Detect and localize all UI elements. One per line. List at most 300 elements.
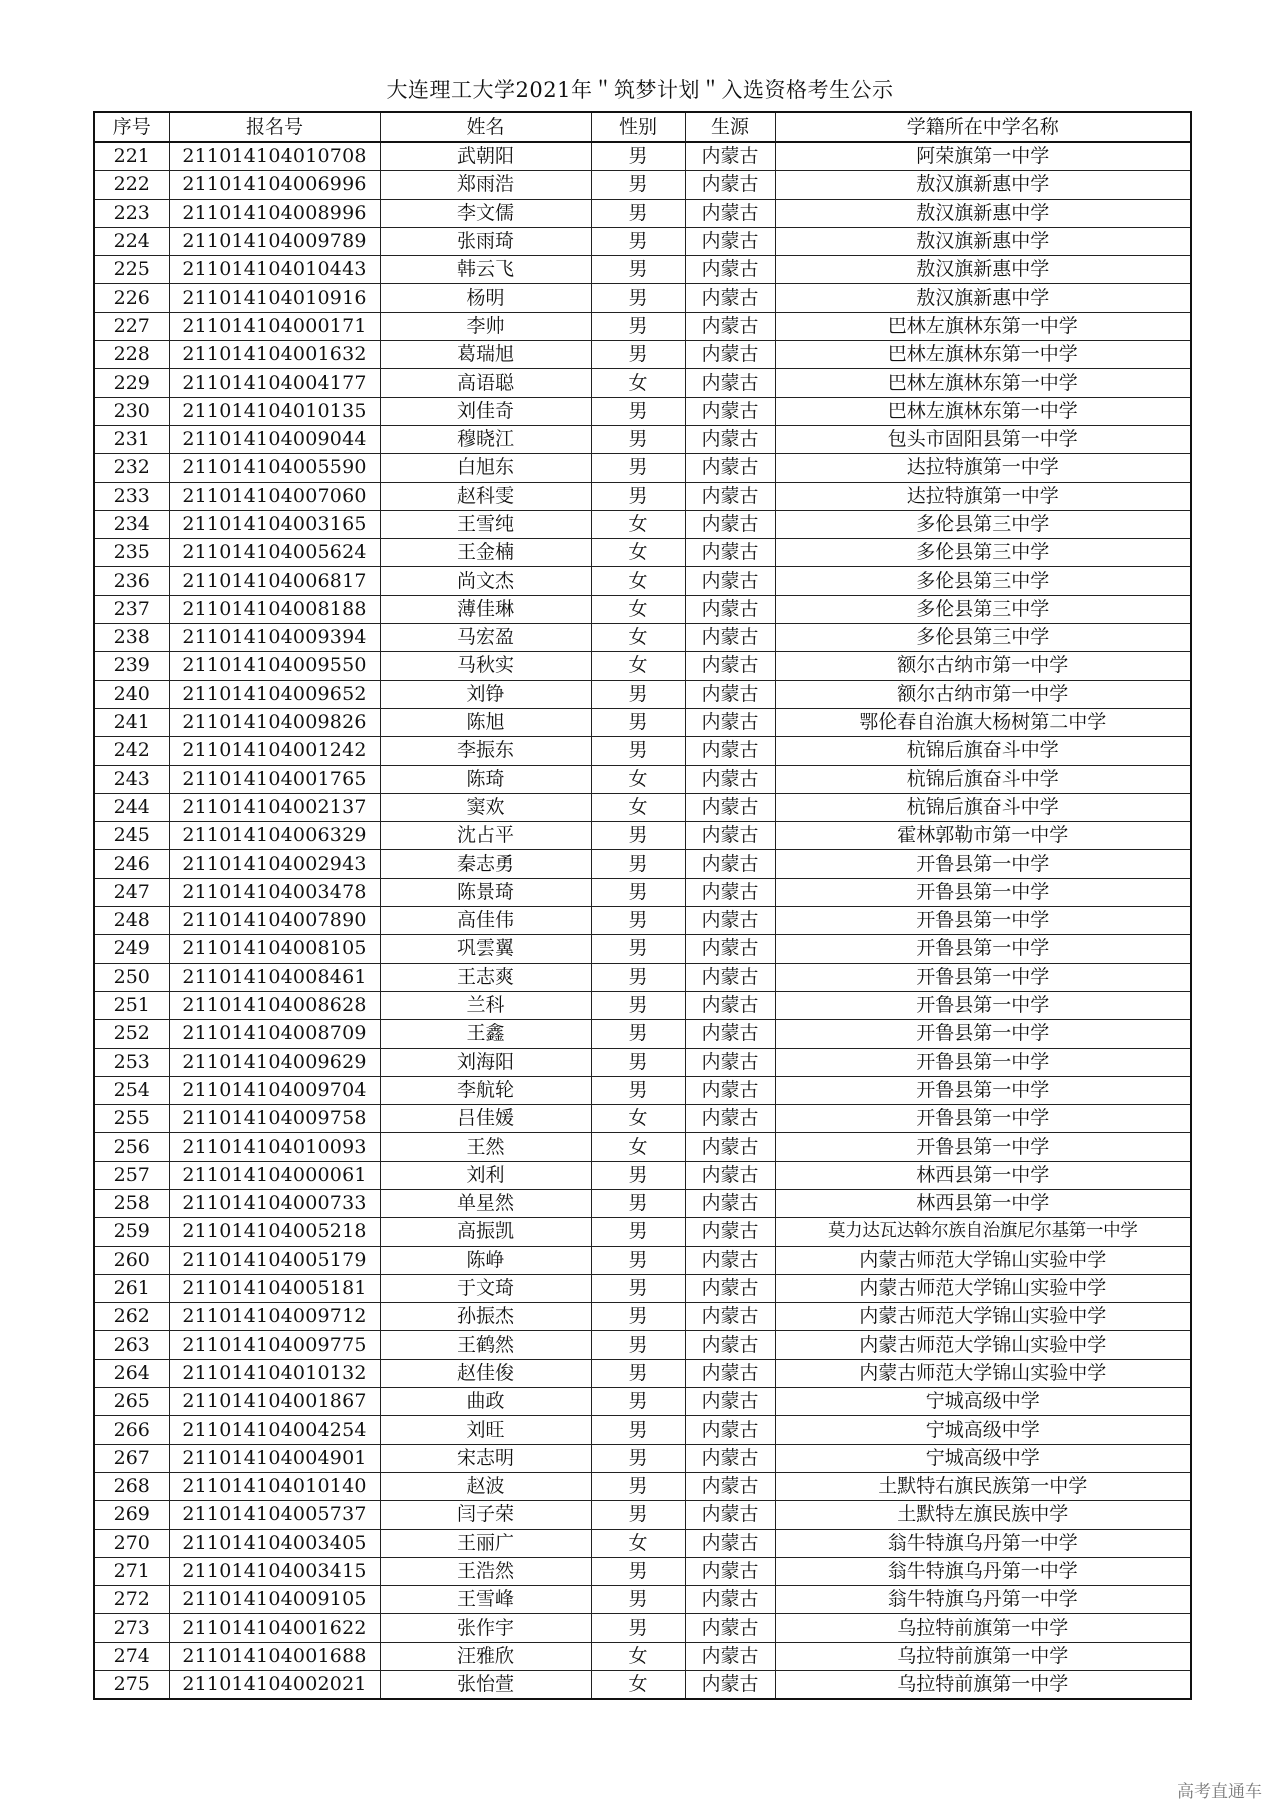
cell-index: 246	[94, 850, 169, 878]
cell-gender: 女	[591, 510, 685, 538]
cell-name: 兰科	[380, 991, 591, 1019]
cell-school: 内蒙古师范大学锦山实验中学	[775, 1331, 1191, 1359]
cell-reg-no: 211014104008188	[169, 595, 380, 623]
cell-origin: 内蒙古	[685, 482, 775, 510]
cell-school: 宁城高级中学	[775, 1416, 1191, 1444]
cell-origin: 内蒙古	[685, 850, 775, 878]
table-row	[94, 963, 1191, 991]
cell-name: 闫子荣	[380, 1501, 591, 1529]
cell-reg-no: 211014104004254	[169, 1416, 380, 1444]
cell-origin: 内蒙古	[685, 907, 775, 935]
cell-origin: 内蒙古	[685, 624, 775, 652]
cell-index: 249	[94, 935, 169, 963]
cell-gender: 男	[591, 1557, 685, 1585]
cell-reg-no: 211014104010140	[169, 1472, 380, 1500]
cell-index: 239	[94, 652, 169, 680]
table-row	[94, 482, 1191, 510]
table-row	[94, 142, 1191, 171]
cell-gender: 男	[591, 256, 685, 284]
cell-reg-no: 211014104009826	[169, 708, 380, 736]
table-row	[94, 1472, 1191, 1500]
cell-school: 敖汉旗新惠中学	[775, 256, 1191, 284]
cell-school: 翁牛特旗乌丹第一中学	[775, 1586, 1191, 1614]
cell-name: 高佳伟	[380, 907, 591, 935]
cell-gender: 男	[591, 1614, 685, 1642]
cell-gender: 男	[591, 1189, 685, 1217]
cell-reg-no: 211014104008628	[169, 991, 380, 1019]
cell-name: 穆晓江	[380, 425, 591, 453]
cell-origin: 内蒙古	[685, 1444, 775, 1472]
cell-index: 268	[94, 1472, 169, 1500]
cell-reg-no: 211014104000171	[169, 312, 380, 340]
cell-gender: 女	[591, 765, 685, 793]
cell-name: 刘利	[380, 1161, 591, 1189]
cell-reg-no: 211014104001867	[169, 1388, 380, 1416]
table-row	[94, 1614, 1191, 1642]
cell-name: 高振凯	[380, 1218, 591, 1246]
cell-gender: 女	[591, 1105, 685, 1133]
cell-index: 261	[94, 1274, 169, 1302]
cell-school: 乌拉特前旗第一中学	[775, 1671, 1191, 1700]
cell-name: 陈旭	[380, 708, 591, 736]
cell-gender: 男	[591, 1274, 685, 1302]
table-row	[94, 1133, 1191, 1161]
cell-reg-no: 211014104009758	[169, 1105, 380, 1133]
cell-name: 王然	[380, 1133, 591, 1161]
cell-reg-no: 211014104004177	[169, 369, 380, 397]
cell-gender: 女	[591, 1529, 685, 1557]
table-row	[94, 793, 1191, 821]
cell-gender: 男	[591, 227, 685, 255]
cell-index: 252	[94, 1020, 169, 1048]
cell-reg-no: 211014104003415	[169, 1557, 380, 1585]
cell-reg-no: 211014104010708	[169, 142, 380, 171]
cell-origin: 内蒙古	[685, 1472, 775, 1500]
cell-gender: 男	[591, 1501, 685, 1529]
cell-index: 223	[94, 199, 169, 227]
cell-origin: 内蒙古	[685, 1501, 775, 1529]
cell-reg-no: 211014104001622	[169, 1614, 380, 1642]
cell-index: 237	[94, 595, 169, 623]
cell-school: 土默特右旗民族第一中学	[775, 1472, 1191, 1500]
cell-index: 248	[94, 907, 169, 935]
cell-index: 240	[94, 680, 169, 708]
cell-school: 额尔古纳市第一中学	[775, 652, 1191, 680]
cell-index: 259	[94, 1218, 169, 1246]
cell-index: 258	[94, 1189, 169, 1217]
cell-origin: 内蒙古	[685, 142, 775, 171]
cell-name: 王雪峰	[380, 1586, 591, 1614]
cell-index: 221	[94, 142, 169, 171]
cell-gender: 女	[591, 369, 685, 397]
table-row	[94, 539, 1191, 567]
cell-origin: 内蒙古	[685, 822, 775, 850]
cell-origin: 内蒙古	[685, 1246, 775, 1274]
cell-reg-no: 211014104002021	[169, 1671, 380, 1700]
table-row	[94, 991, 1191, 1019]
cell-index: 229	[94, 369, 169, 397]
cell-name: 韩云飞	[380, 256, 591, 284]
cell-name: 巩雲翼	[380, 935, 591, 963]
cell-gender: 男	[591, 425, 685, 453]
cell-index: 238	[94, 624, 169, 652]
cell-reg-no: 211014104006996	[169, 171, 380, 199]
cell-origin: 内蒙古	[685, 1331, 775, 1359]
cell-reg-no: 211014104009394	[169, 624, 380, 652]
cell-origin: 内蒙古	[685, 1586, 775, 1614]
cell-gender: 男	[591, 935, 685, 963]
cell-origin: 内蒙古	[685, 1274, 775, 1302]
cell-origin: 内蒙古	[685, 341, 775, 369]
cell-gender: 女	[591, 652, 685, 680]
cell-index: 234	[94, 510, 169, 538]
cell-origin: 内蒙古	[685, 1388, 775, 1416]
cell-school: 达拉特旗第一中学	[775, 454, 1191, 482]
candidate-table	[93, 111, 1192, 1700]
cell-gender: 男	[591, 397, 685, 425]
table-row	[94, 822, 1191, 850]
cell-reg-no: 211014104008709	[169, 1020, 380, 1048]
cell-gender: 女	[591, 539, 685, 567]
table-row	[94, 1642, 1191, 1670]
cell-reg-no: 211014104005179	[169, 1246, 380, 1274]
cell-gender: 男	[591, 1359, 685, 1387]
table-row	[94, 1076, 1191, 1104]
cell-gender: 男	[591, 708, 685, 736]
cell-school: 敖汉旗新惠中学	[775, 284, 1191, 312]
cell-index: 236	[94, 567, 169, 595]
table-row	[94, 907, 1191, 935]
cell-name: 张雨琦	[380, 227, 591, 255]
cell-school: 杭锦后旗奋斗中学	[775, 765, 1191, 793]
cell-reg-no: 211014104005737	[169, 1501, 380, 1529]
cell-reg-no: 211014104000061	[169, 1161, 380, 1189]
cell-name: 马秋实	[380, 652, 591, 680]
cell-name: 王浩然	[380, 1557, 591, 1585]
cell-name: 尚文杰	[380, 567, 591, 595]
cell-origin: 内蒙古	[685, 256, 775, 284]
cell-reg-no: 211014104005218	[169, 1218, 380, 1246]
cell-school: 巴林左旗林东第一中学	[775, 397, 1191, 425]
cell-name: 王鑫	[380, 1020, 591, 1048]
cell-reg-no: 211014104003165	[169, 510, 380, 538]
cell-reg-no: 211014104001765	[169, 765, 380, 793]
table-row	[94, 425, 1191, 453]
table-row	[94, 652, 1191, 680]
cell-origin: 内蒙古	[685, 1105, 775, 1133]
table-row	[94, 1105, 1191, 1133]
cell-origin: 内蒙古	[685, 1557, 775, 1585]
table-row	[94, 256, 1191, 284]
table-row	[94, 1218, 1191, 1246]
cell-school: 开鲁县第一中学	[775, 991, 1191, 1019]
cell-name: 沈占平	[380, 822, 591, 850]
cell-origin: 内蒙古	[685, 963, 775, 991]
cell-name: 孙振杰	[380, 1303, 591, 1331]
cell-school: 开鲁县第一中学	[775, 1020, 1191, 1048]
cell-reg-no: 211014104010132	[169, 1359, 380, 1387]
cell-gender: 女	[591, 1133, 685, 1161]
cell-origin: 内蒙古	[685, 793, 775, 821]
cell-school: 敖汉旗新惠中学	[775, 227, 1191, 255]
cell-name: 汪雅欣	[380, 1642, 591, 1670]
cell-gender: 男	[591, 1586, 685, 1614]
cell-reg-no: 211014104008996	[169, 199, 380, 227]
table-row	[94, 1529, 1191, 1557]
cell-gender: 男	[591, 680, 685, 708]
cell-gender: 男	[591, 199, 685, 227]
cell-name: 于文琦	[380, 1274, 591, 1302]
cell-gender: 男	[591, 878, 685, 906]
cell-reg-no: 211014104000733	[169, 1189, 380, 1217]
column-header-gender: 性别	[591, 112, 685, 142]
cell-index: 264	[94, 1359, 169, 1387]
cell-school: 多伦县第三中学	[775, 567, 1191, 595]
cell-reg-no: 211014104009105	[169, 1586, 380, 1614]
cell-index: 224	[94, 227, 169, 255]
cell-index: 250	[94, 963, 169, 991]
cell-gender: 男	[591, 1472, 685, 1500]
table-row	[94, 1274, 1191, 1302]
cell-reg-no: 211014104009652	[169, 680, 380, 708]
cell-origin: 内蒙古	[685, 397, 775, 425]
cell-name: 武朝阳	[380, 142, 591, 171]
cell-origin: 内蒙古	[685, 199, 775, 227]
cell-reg-no: 211014104005590	[169, 454, 380, 482]
cell-school: 林西县第一中学	[775, 1189, 1191, 1217]
cell-school: 开鲁县第一中学	[775, 1076, 1191, 1104]
column-header-origin: 生源	[685, 112, 775, 142]
cell-gender: 男	[591, 142, 685, 171]
cell-origin: 内蒙古	[685, 1614, 775, 1642]
cell-name: 葛瑞旭	[380, 341, 591, 369]
cell-origin: 内蒙古	[685, 1048, 775, 1076]
cell-origin: 内蒙古	[685, 765, 775, 793]
cell-school: 多伦县第三中学	[775, 510, 1191, 538]
cell-origin: 内蒙古	[685, 652, 775, 680]
cell-name: 李帅	[380, 312, 591, 340]
table-row	[94, 624, 1191, 652]
cell-name: 王丽广	[380, 1529, 591, 1557]
cell-origin: 内蒙古	[685, 680, 775, 708]
cell-index: 267	[94, 1444, 169, 1472]
cell-index: 241	[94, 708, 169, 736]
table-row	[94, 1388, 1191, 1416]
column-header-index: 序号	[94, 112, 169, 142]
cell-index: 272	[94, 1586, 169, 1614]
cell-reg-no: 211014104003405	[169, 1529, 380, 1557]
cell-gender: 男	[591, 1331, 685, 1359]
cell-school: 多伦县第三中学	[775, 624, 1191, 652]
cell-school: 土默特左旗民族中学	[775, 1501, 1191, 1529]
cell-index: 226	[94, 284, 169, 312]
cell-reg-no: 211014104010093	[169, 1133, 380, 1161]
cell-index: 243	[94, 765, 169, 793]
table-row	[94, 850, 1191, 878]
cell-index: 270	[94, 1529, 169, 1557]
cell-reg-no: 211014104009712	[169, 1303, 380, 1331]
cell-reg-no: 211014104006817	[169, 567, 380, 595]
table-row	[94, 1331, 1191, 1359]
cell-school: 翁牛特旗乌丹第一中学	[775, 1529, 1191, 1557]
cell-school: 开鲁县第一中学	[775, 935, 1191, 963]
table-row	[94, 765, 1191, 793]
cell-index: 222	[94, 171, 169, 199]
cell-origin: 内蒙古	[685, 1076, 775, 1104]
cell-gender: 男	[591, 312, 685, 340]
cell-school: 杭锦后旗奋斗中学	[775, 793, 1191, 821]
cell-gender: 男	[591, 737, 685, 765]
table-row	[94, 1303, 1191, 1331]
cell-reg-no: 211014104009044	[169, 425, 380, 453]
cell-gender: 男	[591, 963, 685, 991]
cell-index: 228	[94, 341, 169, 369]
cell-gender: 男	[591, 284, 685, 312]
cell-gender: 女	[591, 624, 685, 652]
cell-gender: 男	[591, 1246, 685, 1274]
column-header-reg-no: 报名号	[169, 112, 380, 142]
table-body	[94, 142, 1191, 1699]
cell-gender: 男	[591, 991, 685, 1019]
cell-name: 郑雨浩	[380, 171, 591, 199]
cell-index: 273	[94, 1614, 169, 1642]
table-row	[94, 567, 1191, 595]
column-header-name: 姓名	[380, 112, 591, 142]
cell-school: 巴林左旗林东第一中学	[775, 369, 1191, 397]
cell-index: 271	[94, 1557, 169, 1585]
cell-origin: 内蒙古	[685, 171, 775, 199]
table-row	[94, 510, 1191, 538]
cell-origin: 内蒙古	[685, 1189, 775, 1217]
cell-index: 247	[94, 878, 169, 906]
cell-gender: 女	[591, 1671, 685, 1700]
cell-name: 赵佳俊	[380, 1359, 591, 1387]
cell-index: 230	[94, 397, 169, 425]
watermark: 高考直通车	[1177, 1782, 1262, 1802]
cell-name: 陈琦	[380, 765, 591, 793]
cell-reg-no: 211014104009629	[169, 1048, 380, 1076]
cell-origin: 内蒙古	[685, 312, 775, 340]
cell-school: 开鲁县第一中学	[775, 1133, 1191, 1161]
cell-origin: 内蒙古	[685, 1529, 775, 1557]
cell-origin: 内蒙古	[685, 567, 775, 595]
cell-reg-no: 211014104008105	[169, 935, 380, 963]
cell-index: 225	[94, 256, 169, 284]
cell-name: 张怡萱	[380, 1671, 591, 1700]
cell-school: 林西县第一中学	[775, 1161, 1191, 1189]
cell-reg-no: 211014104005181	[169, 1274, 380, 1302]
table-row	[94, 227, 1191, 255]
cell-school: 内蒙古师范大学锦山实验中学	[775, 1303, 1191, 1331]
cell-school: 开鲁县第一中学	[775, 878, 1191, 906]
cell-name: 刘旺	[380, 1416, 591, 1444]
cell-origin: 内蒙古	[685, 1161, 775, 1189]
cell-name: 李航轮	[380, 1076, 591, 1104]
cell-gender: 男	[591, 171, 685, 199]
cell-name: 刘佳奇	[380, 397, 591, 425]
cell-reg-no: 211014104008461	[169, 963, 380, 991]
cell-gender: 男	[591, 1020, 685, 1048]
table-row	[94, 454, 1191, 482]
cell-reg-no: 211014104003478	[169, 878, 380, 906]
cell-index: 256	[94, 1133, 169, 1161]
cell-name: 陈景琦	[380, 878, 591, 906]
cell-school: 阿荣旗第一中学	[775, 142, 1191, 171]
cell-origin: 内蒙古	[685, 454, 775, 482]
cell-school: 敖汉旗新惠中学	[775, 199, 1191, 227]
cell-reg-no: 211014104009550	[169, 652, 380, 680]
cell-index: 255	[94, 1105, 169, 1133]
cell-school: 霍林郭勒市第一中学	[775, 822, 1191, 850]
cell-name: 薄佳琳	[380, 595, 591, 623]
table-row	[94, 1189, 1191, 1217]
cell-gender: 男	[591, 907, 685, 935]
table-row	[94, 1020, 1191, 1048]
cell-origin: 内蒙古	[685, 539, 775, 567]
cell-gender: 男	[591, 1048, 685, 1076]
cell-index: 244	[94, 793, 169, 821]
cell-origin: 内蒙古	[685, 1218, 775, 1246]
cell-gender: 女	[591, 567, 685, 595]
cell-name: 吕佳媛	[380, 1105, 591, 1133]
cell-reg-no: 211014104002943	[169, 850, 380, 878]
cell-school: 额尔古纳市第一中学	[775, 680, 1191, 708]
cell-origin: 内蒙古	[685, 510, 775, 538]
page-title: 大连理工大学2021年＂筑梦计划＂入选资格考生公示	[386, 78, 894, 102]
cell-index: 242	[94, 737, 169, 765]
cell-index: 260	[94, 1246, 169, 1274]
cell-origin: 内蒙古	[685, 708, 775, 736]
cell-origin: 内蒙古	[685, 1133, 775, 1161]
cell-school: 内蒙古师范大学锦山实验中学	[775, 1246, 1191, 1274]
cell-gender: 男	[591, 341, 685, 369]
cell-index: 232	[94, 454, 169, 482]
cell-school: 鄂伦春自治旗大杨树第二中学	[775, 708, 1191, 736]
cell-origin: 内蒙古	[685, 935, 775, 963]
cell-school: 乌拉特前旗第一中学	[775, 1614, 1191, 1642]
cell-name: 陈峥	[380, 1246, 591, 1274]
cell-index: 231	[94, 425, 169, 453]
table-header-row	[94, 112, 1191, 142]
cell-origin: 内蒙古	[685, 369, 775, 397]
table-row	[94, 878, 1191, 906]
cell-name: 赵科雯	[380, 482, 591, 510]
cell-reg-no: 211014104001242	[169, 737, 380, 765]
cell-reg-no: 211014104001688	[169, 1642, 380, 1670]
cell-gender: 男	[591, 1218, 685, 1246]
cell-name: 秦志勇	[380, 850, 591, 878]
cell-index: 266	[94, 1416, 169, 1444]
cell-school: 达拉特旗第一中学	[775, 482, 1191, 510]
cell-gender: 男	[591, 454, 685, 482]
cell-school: 开鲁县第一中学	[775, 963, 1191, 991]
cell-name: 单星然	[380, 1189, 591, 1217]
cell-school: 巴林左旗林东第一中学	[775, 312, 1191, 340]
cell-reg-no: 211014104009704	[169, 1076, 380, 1104]
cell-index: 233	[94, 482, 169, 510]
cell-reg-no: 211014104004901	[169, 1444, 380, 1472]
cell-index: 275	[94, 1671, 169, 1700]
cell-index: 235	[94, 539, 169, 567]
cell-school: 翁牛特旗乌丹第一中学	[775, 1557, 1191, 1585]
cell-school: 开鲁县第一中学	[775, 907, 1191, 935]
cell-origin: 内蒙古	[685, 737, 775, 765]
cell-reg-no: 211014104007060	[169, 482, 380, 510]
cell-index: 257	[94, 1161, 169, 1189]
cell-school: 包头市固阳县第一中学	[775, 425, 1191, 453]
cell-name: 杨明	[380, 284, 591, 312]
cell-gender: 男	[591, 1076, 685, 1104]
